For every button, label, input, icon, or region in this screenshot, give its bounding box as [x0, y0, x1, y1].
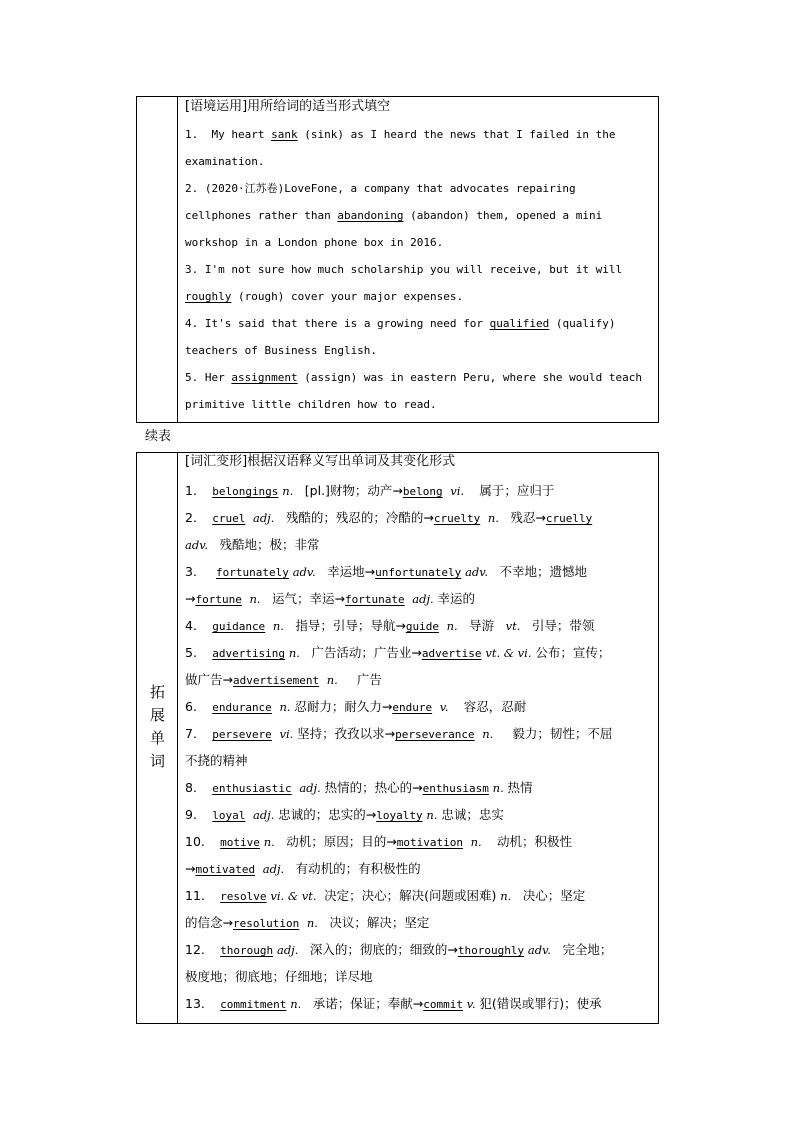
vocab-line-8: 8. enthusiastic adj. 热情的；热心的→enthusiasm n. 热情: [185, 780, 533, 795]
answer: assignment: [231, 371, 298, 384]
section-heading: [语境运用]用所给词的适当形式填空: [185, 99, 391, 114]
vocab-answer: resolve: [220, 890, 267, 903]
item-number: 2.: [185, 182, 199, 195]
vocab-answer: fortunate: [344, 593, 405, 606]
vocab-line-10-cont: →motivated adj. 有动机的；有积极性的: [185, 861, 421, 876]
vocab-answer: commitment: [220, 998, 287, 1011]
vocab-answer: resolution: [232, 917, 300, 930]
exercise-2: 2. (2020·江苏卷)LoveFone, a company that advocates repairing: [185, 182, 576, 195]
vocab-answer: advertise: [421, 647, 482, 660]
vocab-line-10: 10. motive n. 动机；原因；目的→motivation n. 动机；积极性: [185, 834, 572, 849]
item-number: 5.: [185, 371, 199, 384]
table-left-column: [137, 97, 178, 422]
vocab-line-4: 4. guidance n. 指导；引导；导航→guide n. 导游 vt. 引导；带领: [185, 618, 595, 633]
answer: roughly: [185, 290, 232, 303]
exercise-3-line2: roughly (rough) cover your major expenses.: [185, 290, 464, 303]
vocab-line-12: 12. thorough adj. 深入的；彻底的；细致的→thoroughly adv. 完全地；: [185, 942, 613, 957]
exercise-2-cont: workshop in a London phone box in 2016.: [185, 236, 444, 249]
exercise-2-line2: cellphones rather than abandoning (abandon) them, opened a mini: [185, 209, 603, 222]
vocab-line-7: 7. persevere vi. 坚持；孜孜以求→perseverance n. 毅力；韧性；不屈: [185, 726, 613, 741]
vocab-answer: commit: [423, 998, 463, 1011]
context-usage-table: [136, 96, 659, 423]
vocab-answer: persevere: [212, 728, 272, 741]
vocab-answer: unfortunately: [375, 566, 462, 579]
answer: abandoning: [337, 209, 404, 222]
vocab-line-7-cont: 不挠的精神: [185, 753, 248, 768]
vocab-line-1: 1. belongings n. [pl.]财物；动产→belong vi. 属于；应归于: [185, 483, 555, 498]
vocab-answer: guide: [405, 620, 439, 633]
item-number: 3.: [185, 263, 199, 276]
vocab-answer: guidance: [212, 620, 266, 633]
vocab-answer: endurance: [212, 701, 272, 714]
section-heading: [词汇变形]根据汉语释义写出单词及其变化形式: [185, 454, 456, 469]
vocab-line-11-cont: 的信念→resolution n. 决议；解决；坚定: [185, 915, 430, 930]
side-label: 拓 展 单 词: [149, 683, 165, 770]
table-left-column: [137, 453, 178, 1023]
vocab-answer: cruelty: [433, 512, 481, 525]
vocab-answer: thorough: [220, 944, 274, 957]
vocab-line-3-cont: →fortune n. 运气；幸运→fortunate adj. 幸运的: [185, 591, 476, 606]
vocab-line-11: 11. resolve vi. & vt. 决定；决心；解决(问题或困难) n. 决心；坚定: [185, 888, 586, 903]
vocab-line-13: 13. commitment n. 承诺；保证；奉献→commit v. 犯(错误或罪行)；使承: [185, 996, 602, 1011]
vocab-line-6: 6. endurance n. 忍耐力；耐久力→endure v. 容忍，忍耐: [185, 699, 527, 714]
vocab-answer: advertising: [212, 647, 286, 660]
vocab-answer: enthusiasm: [422, 782, 489, 795]
item-number: 1.: [185, 128, 199, 141]
vocab-answer: belongings: [212, 485, 279, 498]
exercise-1-cont: examination.: [185, 155, 265, 168]
vocab-line-5: 5. advertising n. 广告活动；广告业→advertise vt. & vi. 公布；宣传；: [185, 645, 611, 660]
vocab-answer: advertisement: [232, 674, 320, 687]
vocab-answer: enthusiastic: [212, 782, 292, 795]
exercise-1: 1. My heart sank (sink) as I heard the news that I failed in the: [185, 128, 616, 141]
vocab-line-12-cont: 极度地；彻底地；仔细地；详尽地: [185, 969, 373, 984]
exercise-4-cont: teachers of Business English.: [185, 344, 378, 357]
vocab-line-5-cont: 做广告→advertisement n. 广告: [185, 672, 382, 687]
vocab-answer: thoroughly: [457, 944, 525, 957]
vocab-line-9: 9. loyal adj. 忠诚的；忠实的→loyalty n. 忠诚；忠实: [185, 807, 504, 822]
vocab-line-2: 2. cruel adj. 残酷的；残忍的；冷酷的→cruelty n. 残忍→cruelly: [185, 510, 593, 525]
vocab-answer: motivation: [396, 836, 463, 849]
exercise-5: 5. Her assignment (assign) was in eastern Peru, where she would teach: [185, 371, 642, 384]
vocab-answer: fortune: [195, 593, 242, 606]
vocab-answer: loyal: [212, 809, 246, 822]
vocab-answer: perseverance: [395, 728, 475, 741]
vocab-line-3: 3. fortunately adv. 幸运地→unfortunately adv. 不幸地；遗憾地: [185, 564, 588, 579]
answer: qualified: [489, 317, 550, 330]
vocab-answer: endure: [392, 701, 433, 714]
vocab-answer: loyalty: [376, 809, 423, 822]
vocab-answer: motive: [220, 836, 260, 849]
vocab-line-2-cont: adv. 残酷地；极；非常: [185, 537, 320, 552]
continued-label: 续表: [145, 429, 172, 444]
vocab-answer: fortunately: [216, 566, 289, 579]
exercise-4: 4. It's said that there is a growing need for qualified (qualify): [185, 317, 616, 330]
vocab-answer: belong: [402, 485, 443, 498]
vocabulary-table: [136, 452, 659, 1024]
vocab-answer: motivated: [195, 863, 256, 876]
vocab-answer: cruelly: [545, 512, 593, 525]
exercise-3: 3. I'm not sure how much scholarship you will receive, but it will: [185, 263, 623, 276]
exercise-5-cont: primitive little children how to read.: [185, 398, 437, 411]
vocab-answer: cruel: [212, 512, 246, 525]
answer: sank: [271, 128, 298, 141]
item-number: 4.: [185, 317, 199, 330]
